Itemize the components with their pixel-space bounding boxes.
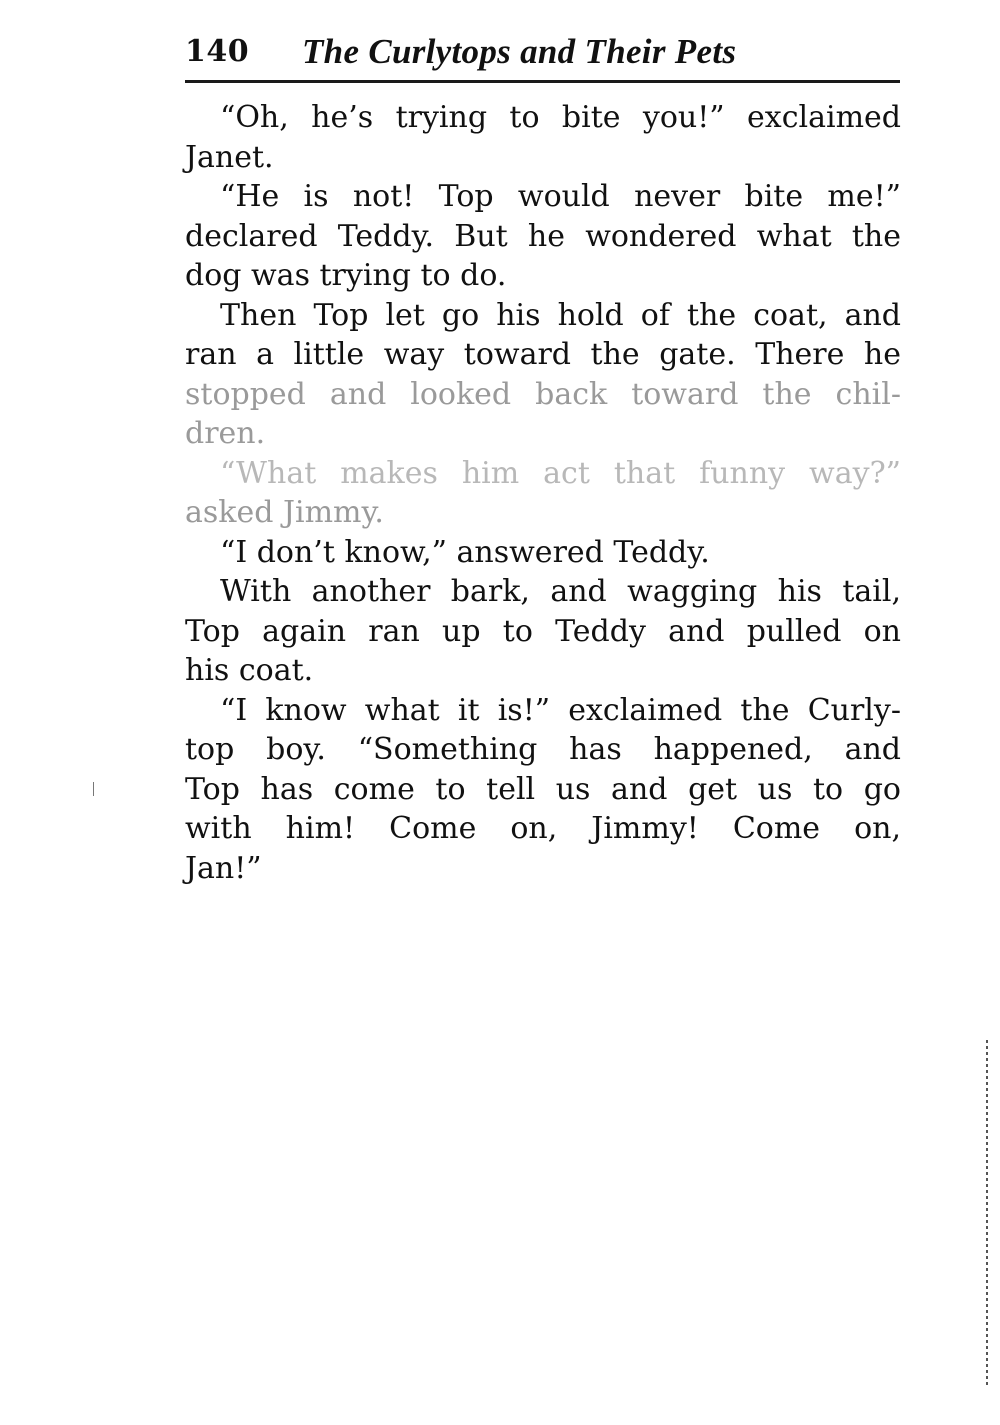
text-line: stopped and looked back toward the chil- <box>185 376 901 412</box>
text-line: “I don’t know,” answered Teddy. <box>220 534 710 570</box>
text-line: “Oh, he’s trying to bite you!” exclaimed <box>220 100 901 135</box>
scan-artifact-mark <box>93 782 94 796</box>
running-title: The Curlytops and Their Pets <box>302 32 737 71</box>
text-line: Janet. <box>185 139 274 175</box>
text-line: ran a little way toward the gate. There he <box>185 337 901 372</box>
text-line: top boy. “Something has happened, and <box>185 732 901 767</box>
text-line: Jan!” <box>185 850 262 886</box>
text-line: his coat. <box>185 653 314 688</box>
page-number: 140 <box>185 34 250 69</box>
page-header <box>185 30 900 83</box>
text-line: Then Top let go his hold of the coat, and <box>220 297 901 333</box>
text-line: with him! Come on, Jimmy! Come on, <box>185 811 901 846</box>
text-line: Top has come to tell us and get us to go <box>185 771 901 807</box>
page-body <box>185 98 901 888</box>
text-line: dren. <box>185 416 266 451</box>
text-line: With another bark, and wagging his tail, <box>220 574 901 609</box>
text-line: “He is not! Top would never bite me!” <box>220 179 901 214</box>
text-line: declared Teddy. But he wondered what the <box>185 218 901 254</box>
text-line: dog was trying to do. <box>185 258 507 293</box>
text-line: “I know what it is!” exclaimed the Curly- <box>220 692 901 728</box>
text-line: asked Jimmy. <box>185 495 384 530</box>
text-line: “What makes him act that funny way?” <box>220 455 901 491</box>
page-edge-shadow <box>986 1040 988 1385</box>
text-line: Top again ran up to Teddy and pulled on <box>185 613 901 649</box>
